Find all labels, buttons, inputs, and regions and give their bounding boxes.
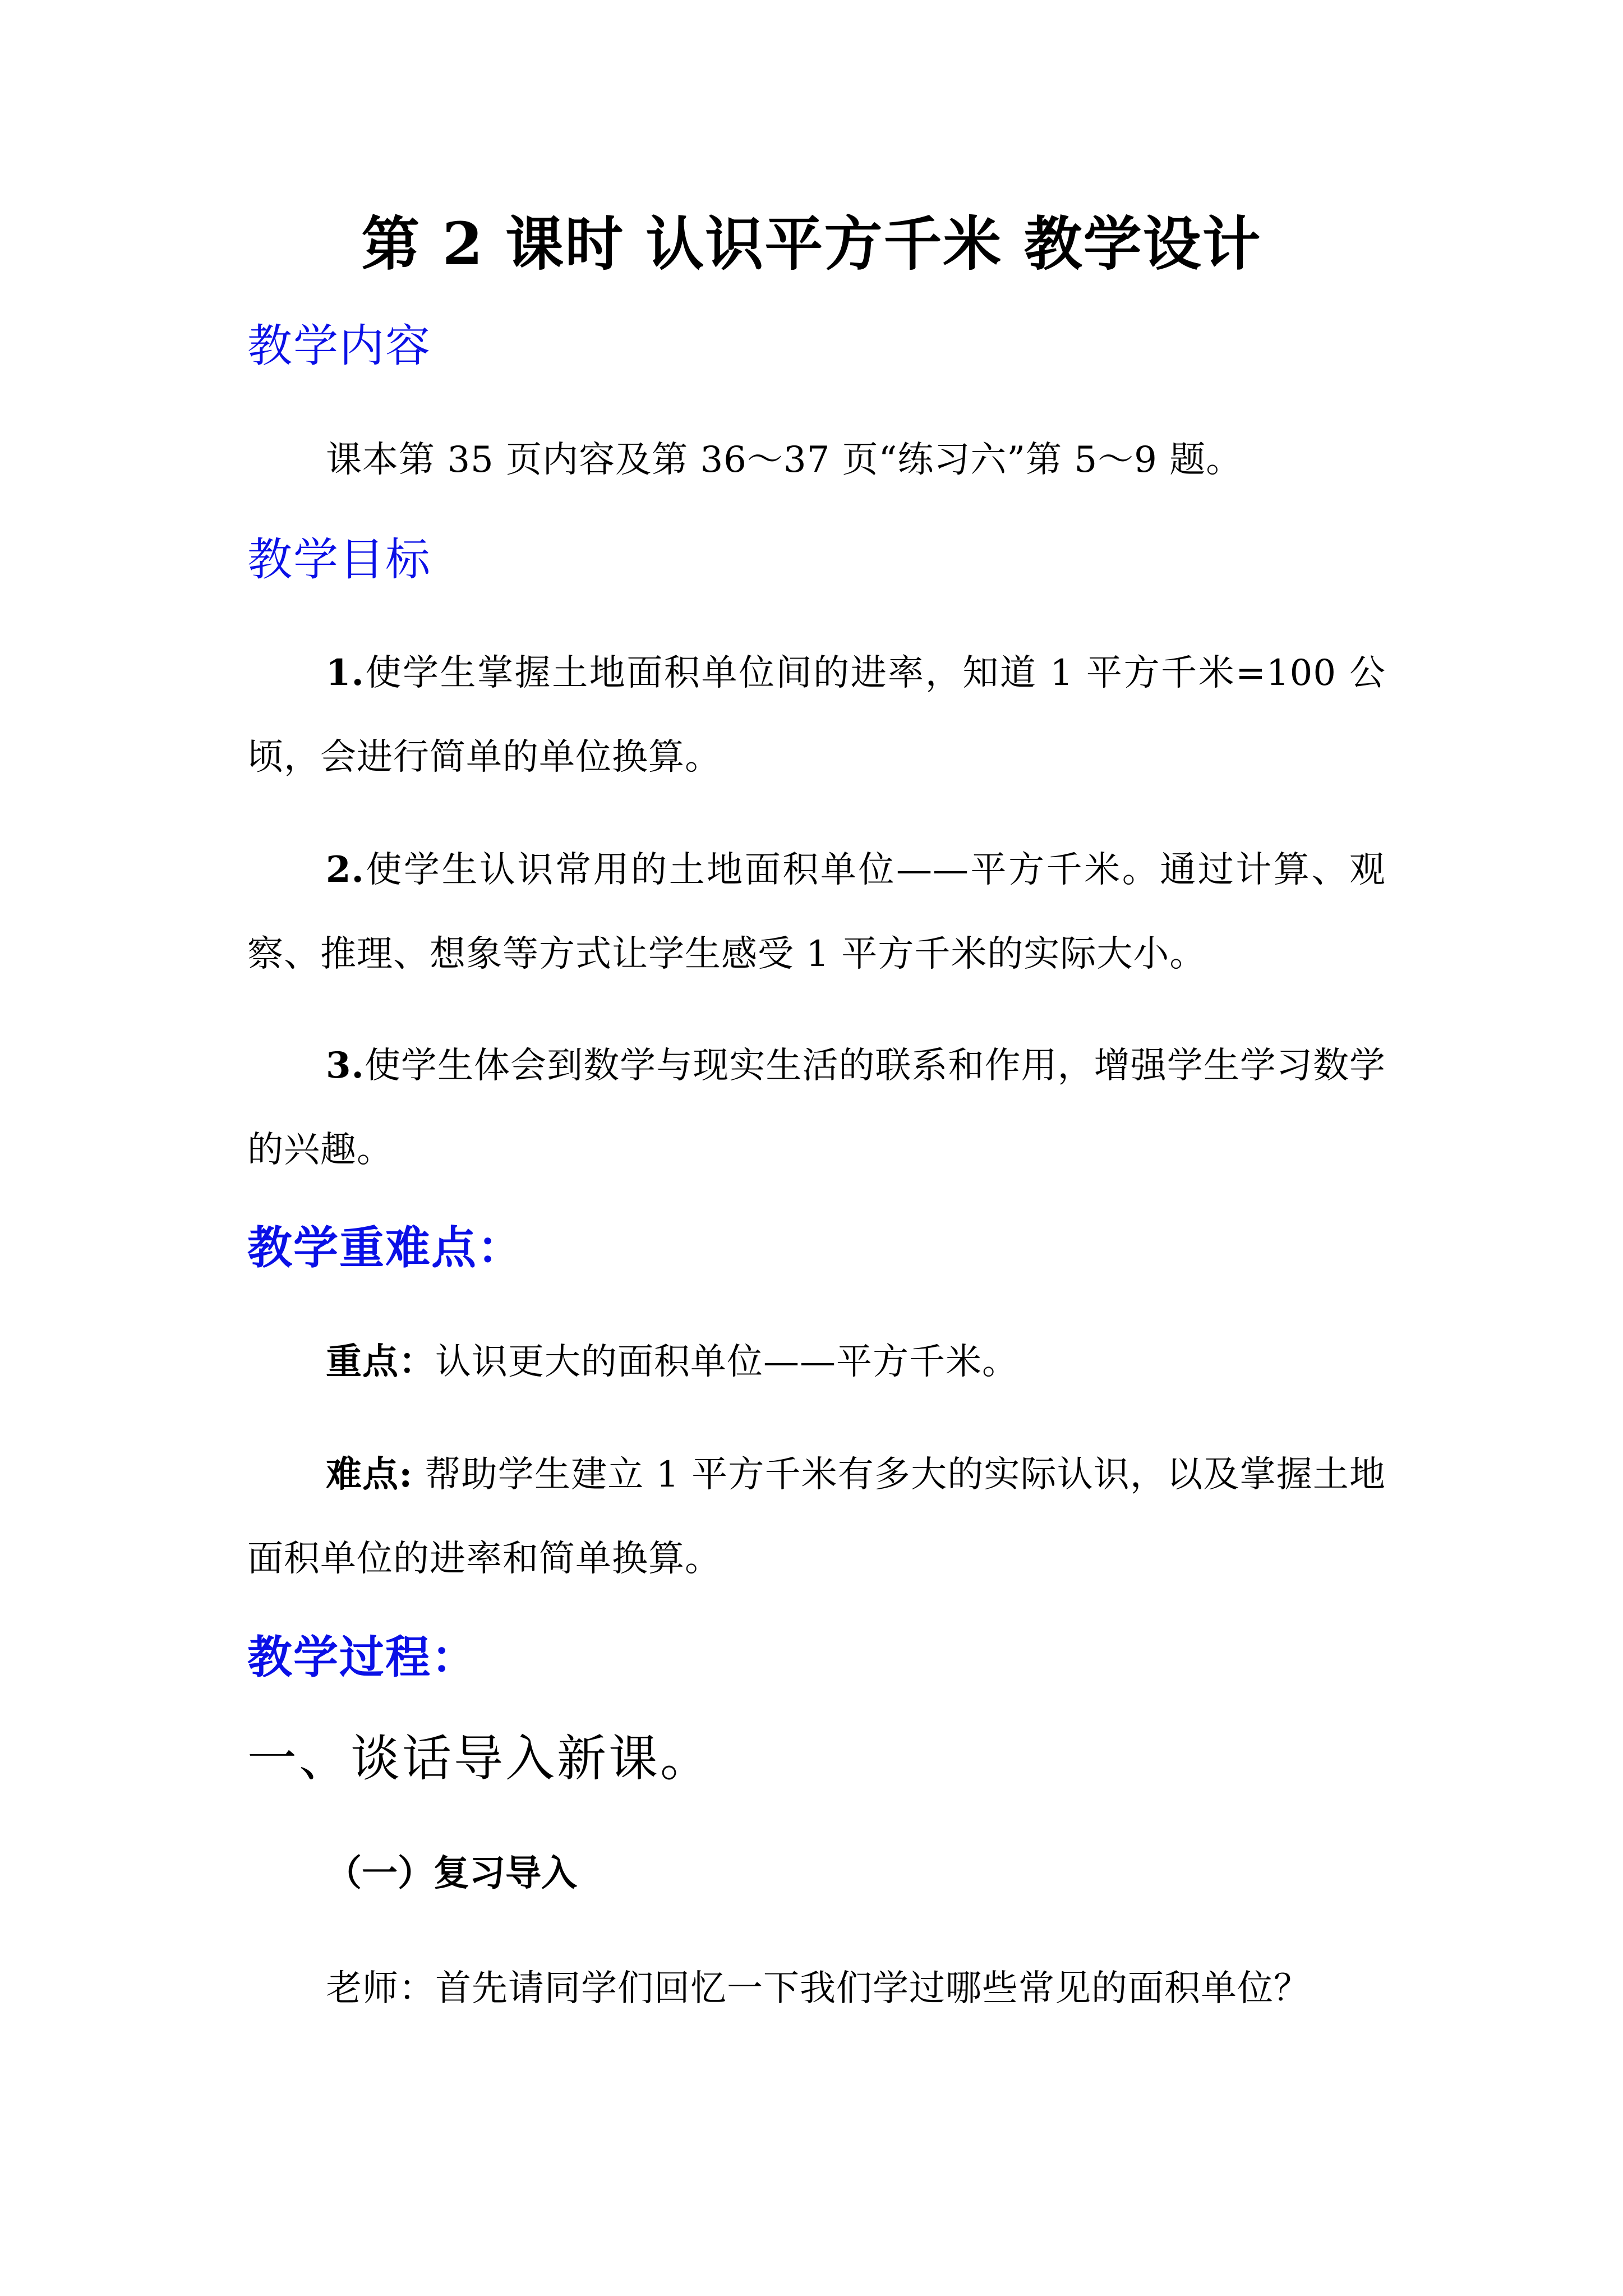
heading-teaching-process: 教学过程： (247, 1631, 477, 1683)
difficulty-paragraph (247, 1433, 1386, 1601)
heading-teaching-goals: 教学目标 (247, 533, 431, 586)
difficulty-text: 帮助学生建立 1 平方千米有多大的实际认识，以及掌握土地面积单位的进率和简单换算。 (247, 1454, 1386, 1580)
goal-text: 使学生掌握土地面积单位间的进率，知道 1 平方千米=100 公顷，会进行简单的单位换算。 (247, 652, 1386, 778)
focus-text: 认识更大的面积单位——平方千米。 (435, 1341, 1018, 1383)
document-title: 第 2 课时 认识平方千米 教学设计 (361, 209, 1262, 278)
goal-number: 2. (326, 849, 365, 891)
goal-item-2 (247, 828, 1386, 996)
goal-number: 1. (326, 652, 365, 694)
teacher-question: 老师：首先请同学们回忆一下我们学过哪些常见的面积单位？ (326, 1968, 1310, 2009)
goal-text: 使学生体会到数学与现实生活的联系和作用，增强学生学习数学的兴趣。 (247, 1045, 1386, 1171)
teaching-content-text: 课本第 35 页内容及第 36～37 页“练习六”第 5～9 题。 (326, 439, 1243, 481)
goal-item-1 (247, 631, 1386, 799)
goal-item-3 (247, 1024, 1386, 1192)
goal-number: 3. (326, 1045, 365, 1087)
difficulty-label: 难点: (326, 1453, 413, 1496)
subheading-review: （一）复习导入 (326, 1853, 577, 1894)
goal-text: 使学生认识常用的土地面积单位——平方千米。通过计算、观察、推理、想象等方式让学生感受 1 平方千米的实际大小。 (247, 849, 1386, 975)
heading-teaching-content: 教学内容 (247, 320, 431, 372)
focus-paragraph (247, 1320, 1386, 1404)
focus-label: 重点： (326, 1341, 435, 1383)
heading-key-points: 教学重难点： (247, 1222, 523, 1274)
section-heading-part1: 一、谈话导入新课。 (247, 1729, 712, 1787)
